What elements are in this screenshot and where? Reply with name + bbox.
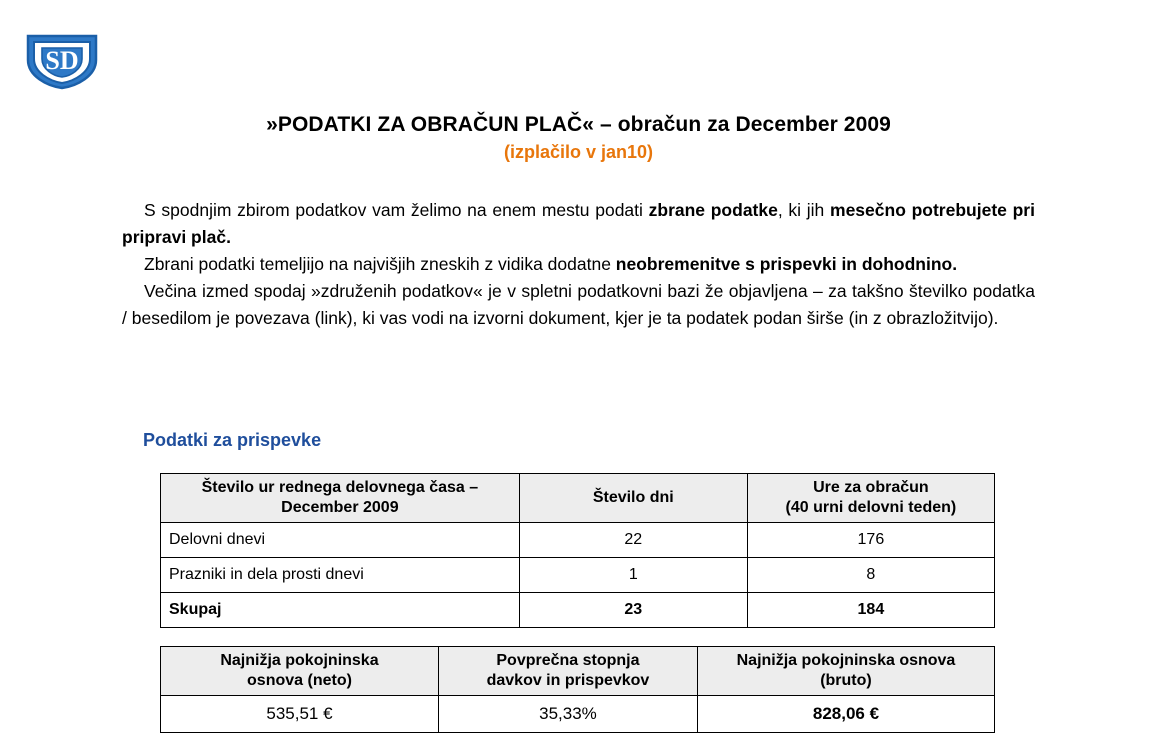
row-label: Skupaj <box>161 593 520 628</box>
header-pension-net-line1: Najnižja pokojninska <box>220 652 379 669</box>
row-days: 23 <box>519 593 747 628</box>
intro-p1-part-c: , ki jih <box>777 200 831 220</box>
intro-p2-part-a: Zbrani podatki temeljijo na najvišjih zneskih z vidika dodatne <box>144 254 616 274</box>
title-block <box>0 112 1157 164</box>
header-average-rate-line1: Povprečna stopnja <box>496 652 640 669</box>
intro-p1-part-d: mesečno potrebujete pri pripravi plač. <box>122 200 1035 247</box>
company-logo <box>22 26 102 92</box>
header-average-rate-line2: davkov in prispevkov <box>486 672 650 689</box>
intro-paragraph-1 <box>122 197 1035 251</box>
header-pension-gross-line2: (bruto) <box>820 672 872 689</box>
value-pension-gross: 828,06 € <box>697 696 994 733</box>
header-pension-gross <box>697 647 994 696</box>
table-row <box>161 523 995 558</box>
row-label: Prazniki in dela prosti dnevi <box>161 558 520 593</box>
row-label: Delovni dnevi <box>161 523 520 558</box>
page-subtitle: (izplačilo v jan10) <box>503 142 654 162</box>
table-pension-base <box>160 646 995 733</box>
table-working-hours <box>160 473 995 628</box>
table-header-row <box>161 474 995 523</box>
company-logo-icon <box>22 26 102 92</box>
row-days: 1 <box>519 558 747 593</box>
header-hours-calc-line2: (40 urni delovni teden) <box>785 499 957 516</box>
header-pension-net <box>161 647 439 696</box>
intro-paragraph-3: Večina izmed spodaj »združenih podatkov« je v spletni podatkovni bazi že objavljena – za takšno številko podatka / besedilom je povezava (link), ki vas vodi na izvorni dokument, kjer je ta podatek podan širše (in z obrazložitvijo). <box>122 281 1035 328</box>
header-hours-calc-line1: Ure za obračun <box>813 479 929 496</box>
intro-p1-part-b: zbrane podatke <box>648 200 778 220</box>
table-row <box>161 696 995 733</box>
header-hours-calc <box>747 474 994 523</box>
row-hours: 184 <box>747 593 994 628</box>
header-average-rate <box>438 647 697 696</box>
header-hours-label <box>161 474 520 523</box>
header-hours-label-line2: December 2009 <box>281 499 399 516</box>
row-days: 22 <box>519 523 747 558</box>
header-hours-label-line1: Število ur rednega delovnega časa – <box>201 479 479 496</box>
value-pension-net: 535,51 € <box>161 696 439 733</box>
intro-p2-part-b: neobremenitve s prispevki in dohodnino. <box>615 254 958 274</box>
table-header-row <box>161 647 995 696</box>
header-pension-net-line2: osnova (neto) <box>247 672 352 689</box>
table-row <box>161 558 995 593</box>
section-heading-prispevki: Podatki za prispevke <box>143 430 322 450</box>
intro-paragraph-2 <box>122 251 1035 278</box>
row-hours: 8 <box>747 558 994 593</box>
intro-text <box>122 197 1035 332</box>
row-hours: 176 <box>747 523 994 558</box>
table-row-total <box>161 593 995 628</box>
svg-text:SD: SD <box>45 46 79 75</box>
intro-p1-part-a: S spodnjim zbirom podatkov vam želimo na enem mestu podati <box>144 200 649 220</box>
header-pension-gross-line1: Najnižja pokojninska osnova <box>736 652 956 669</box>
header-days: Število dni <box>519 474 747 523</box>
page-title: »PODATKI ZA OBRAČUN PLAČ« – obračun za December 2009 <box>266 113 891 136</box>
value-average-rate: 35,33% <box>438 696 697 733</box>
